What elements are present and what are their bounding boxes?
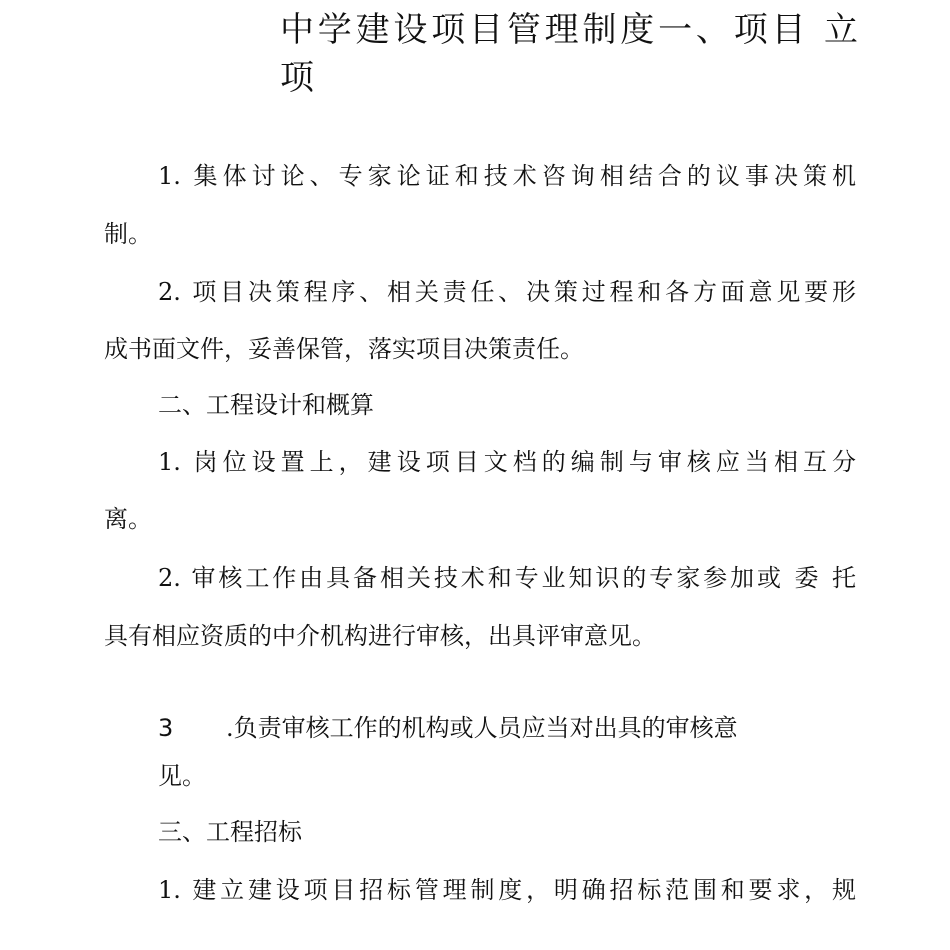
paragraph-line: 见。 bbox=[158, 762, 206, 790]
paragraph-line: 1. 岗位设置上，建设项目文档的编制与审核应当相互分 bbox=[158, 448, 856, 476]
item-number: 3 bbox=[158, 714, 174, 742]
document-title: 中学建设项目管理制度一、项目 立项 bbox=[280, 10, 860, 98]
paragraph-line: 具有相应资质的中介机构进行审核，出具评审意见。 bbox=[104, 622, 656, 650]
section-heading: 三、工程招标 bbox=[158, 818, 302, 846]
paragraph-line: 1. 建立建设项目招标管理制度，明确招标范围和要求，规 bbox=[158, 876, 856, 904]
paragraph-line: 1. 集体讨论、专家论证和技术咨询相结合的议事决策机 bbox=[158, 162, 856, 190]
paragraph-line: .负责审核工作的机构或人员应当对出具的审核意 bbox=[226, 714, 738, 742]
section-heading: 二、工程设计和概算 bbox=[158, 391, 374, 419]
paragraph-line: 2. 项目决策程序、相关责任、决策过程和各方面意见要形 bbox=[158, 278, 856, 306]
paragraph-line: 2. 审核工作由具备相关技术和专业知识的专家参加或 委 托 bbox=[158, 564, 856, 592]
paragraph-line: 离。 bbox=[104, 505, 152, 533]
paragraph-line: 制。 bbox=[104, 220, 152, 248]
paragraph-line: 成书面文件，妥善保管，落实项目决策责任。 bbox=[104, 335, 584, 363]
